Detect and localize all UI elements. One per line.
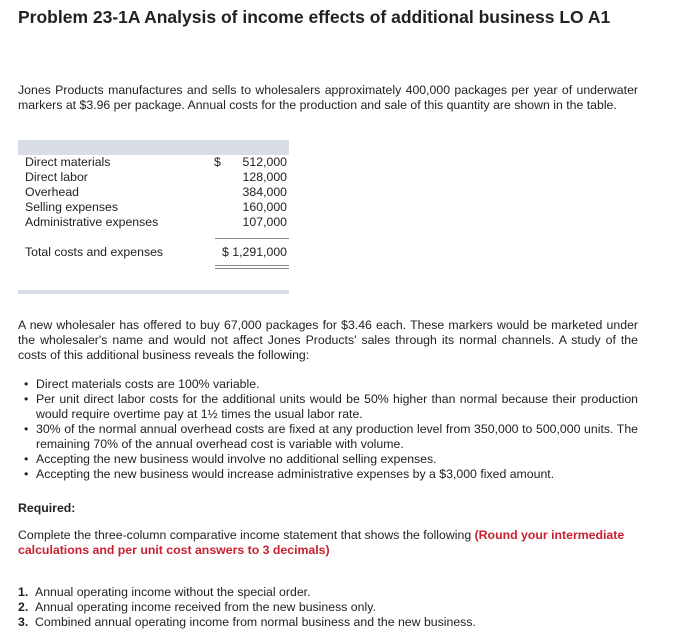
row-label: Selling expenses <box>25 200 118 214</box>
total-label: Total costs and expenses <box>25 245 164 259</box>
list-item: • Accepting the new business would increase administrative expenses by a $3,000 fixed amount. <box>24 467 555 481</box>
offer-paragraph: A new wholesaler has offered to buy 67,000 packages for $3.46 each. These markers would be marketed under the wholesaler's name and would not affect Jones Products' sales through its normal channels. A study of the costs of this additional business reveals the following: <box>18 318 638 362</box>
required-text: Complete the three-column comparative income statement that shows the following <box>18 528 475 542</box>
required-heading: Required: <box>18 501 76 515</box>
task-text: Combined annual operating income from normal business and the new business. <box>35 615 476 629</box>
page-title: Problem 23-1A Analysis of income effects of additional business LO A1 <box>18 7 611 27</box>
bullet-icon: • <box>24 377 29 391</box>
list-item <box>18 600 476 615</box>
table-row <box>25 215 287 230</box>
row-amount: 128,000 <box>242 170 287 184</box>
task-number: 3. <box>18 615 29 629</box>
required-instructions <box>18 528 638 558</box>
task-number: 1. <box>18 585 29 599</box>
table-footer-bar <box>18 290 289 294</box>
list-item: • Direct materials costs are 100% variable. <box>24 377 260 391</box>
cost-table <box>18 140 289 294</box>
row-label: Direct materials <box>25 155 111 169</box>
bullet-icon: • <box>24 467 29 481</box>
row-amount: 160,000 <box>242 200 287 214</box>
table-header-bar <box>18 140 289 155</box>
row-label: Administrative expenses <box>25 215 159 229</box>
row-amount: 384,000 <box>242 185 287 199</box>
list-item: • Per unit direct labor costs for the additional units would be 50% higher than normal because their production would require overtime pay at 1½ times the usual labor rate. <box>24 392 638 421</box>
table-row <box>25 170 287 185</box>
list-item: • 30% of the normal annual overhead costs are fixed at any production level from 350,000 to 500,000 units. The remaining 70% of the annual overhead cost is variable with volume. <box>24 422 638 451</box>
table-total-row <box>25 245 287 260</box>
row-label: Direct labor <box>25 170 88 184</box>
cost-study-list <box>24 377 638 482</box>
table-row <box>25 185 287 200</box>
row-amount: 107,000 <box>242 215 287 229</box>
dollar-sign: $ <box>214 155 221 169</box>
bullet-icon: • <box>24 422 29 436</box>
list-item <box>18 585 476 600</box>
bullet-icon: • <box>24 392 29 406</box>
row-label: Overhead <box>25 185 80 199</box>
subtotal-rule <box>215 238 289 239</box>
task-list <box>18 585 476 630</box>
table-row <box>25 200 287 215</box>
bullet-icon: • <box>24 452 29 466</box>
task-text: Annual operating income received from the new business only. <box>35 600 376 614</box>
list-item <box>18 615 476 630</box>
rounding-note: (Round your intermediate calculations and per unit cost answers to 3 decimals) <box>18 528 625 557</box>
intro-paragraph: Jones Products manufactures and sells to wholesalers approximately 400,000 packages per year of underwater markers at $3.96 per package. Annual costs for the production and sale of this quantity are shown in the table. <box>18 83 638 112</box>
task-number: 2. <box>18 600 29 614</box>
task-text: Annual operating income without the special order. <box>35 585 311 599</box>
list-item: • Accepting the new business would involve no additional selling expenses. <box>24 452 437 466</box>
total-rule-1 <box>215 265 289 266</box>
total-amount: $ 1,291,000 <box>222 245 287 259</box>
total-rule-2 <box>215 268 289 269</box>
row-amount: 512,000 <box>242 155 287 169</box>
table-row <box>25 155 287 170</box>
